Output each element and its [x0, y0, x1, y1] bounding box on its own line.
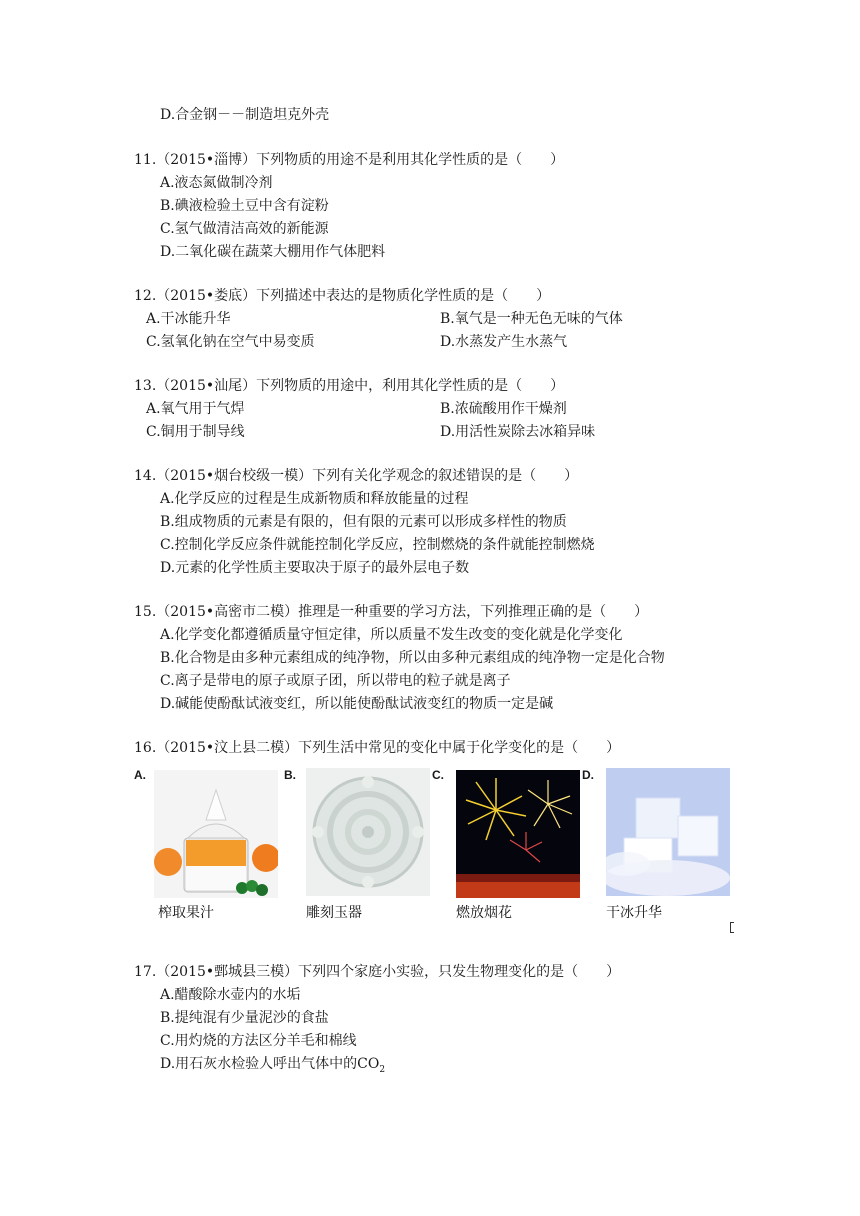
option-d: D.用活性炭除去冰箱异味 — [440, 424, 596, 440]
caption-c: 燃放烟花 — [456, 904, 512, 920]
question-stem: 16.（2015•汶上县二模）下列生活中常见的变化中属于化学变化的是（ ） — [134, 740, 621, 756]
option-b: B.化合物是由多种元素组成的纯净物，所以由多种元素组成的纯净物一定是化合物 — [160, 650, 665, 666]
option-b: B.提纯混有少量泥沙的食盐 — [160, 1010, 329, 1026]
jade-carving-image — [306, 768, 430, 896]
question-stem: 14.（2015•烟台校级一模）下列有关化学观念的叙述错误的是（ ） — [134, 468, 579, 484]
option-c: C.氢氧化钠在空气中易变质 — [146, 334, 315, 350]
option-letter-a: A. — [134, 768, 146, 782]
question-stem: 15.（2015•高密市二模）推理是一种重要的学习方法，下列推理正确的是（ ） — [134, 604, 649, 620]
option-a: A.化学反应的过程是生成新物质和释放能量的过程 — [160, 491, 469, 507]
option-letter-c: C. — [432, 768, 444, 782]
option-a: A.化学变化都遵循质量守恒定律，所以质量不发生改变的变化就是化学变化 — [160, 627, 623, 643]
option-b: B.碘液检验土豆中含有淀粉 — [160, 198, 329, 214]
image-fragment — [730, 922, 734, 933]
fireworks-image — [456, 770, 580, 898]
option-d: D.碱能使酚酞试液变红，所以能使酚酞试液变红的物质一定是碱 — [160, 696, 554, 712]
caption-b: 雕刻玉器 — [306, 904, 362, 920]
option-b: B.组成物质的元素是有限的，但有限的元素可以形成多样性的物质 — [160, 514, 567, 530]
option-a: A.液态氮做制冷剂 — [160, 175, 273, 191]
option-b: B.氧气是一种无色无味的气体 — [440, 311, 623, 327]
juicer-image — [154, 770, 278, 898]
option-a: A.氧气用于气焊 — [146, 401, 245, 417]
option-d: D.水蒸发产生水蒸气 — [440, 334, 568, 350]
option-c: C.铜用于制导线 — [146, 424, 245, 440]
question-stem: 12.（2015•娄底）下列描述中表达的是物质化学性质的是（ ） — [134, 288, 551, 304]
option-letter-d: D. — [582, 768, 594, 782]
question-stem: 13.（2015•汕尾）下列物质的用途中，利用其化学性质的是（ ） — [134, 378, 565, 394]
option-c: C.用灼烧的方法区分羊毛和棉线 — [160, 1033, 357, 1049]
option-d: D.合金钢－－制造坦克外壳 — [160, 107, 330, 123]
caption-d: 干冰升华 — [606, 904, 662, 920]
option-d: D.元素的化学性质主要取决于原子的最外层电子数 — [160, 560, 470, 576]
option-letter-b: B. — [284, 768, 296, 782]
option-c: C.氢气做清洁高效的新能源 — [160, 221, 329, 237]
option-a: A.醋酸除水壶内的水垢 — [160, 987, 301, 1003]
option-d: D.用石灰水检验人呼出气体中的$CO_2$ — [160, 1056, 386, 1075]
caption-a: 榨取果汁 — [158, 904, 214, 920]
option-d: D.二氧化碳在蔬菜大棚用作气体肥料 — [160, 244, 386, 260]
option-c: C.控制化学反应条件就能控制化学反应，控制燃烧的条件就能控制燃烧 — [160, 537, 595, 553]
question-stem: 11.（2015•淄博）下列物质的用途不是利用其化学性质的是（ ） — [134, 152, 565, 168]
question-stem: 17.（2015•鄄城县三模）下列四个家庭小实验，只发生物理变化的是（ ） — [134, 964, 621, 980]
dry-ice-image — [606, 768, 730, 896]
option-b: B.浓硫酸用作干燥剂 — [440, 401, 567, 417]
option-c: C.离子是带电的原子或原子团，所以带电的粒子就是离子 — [160, 673, 511, 689]
option-a: A.干冰能升华 — [146, 311, 231, 327]
